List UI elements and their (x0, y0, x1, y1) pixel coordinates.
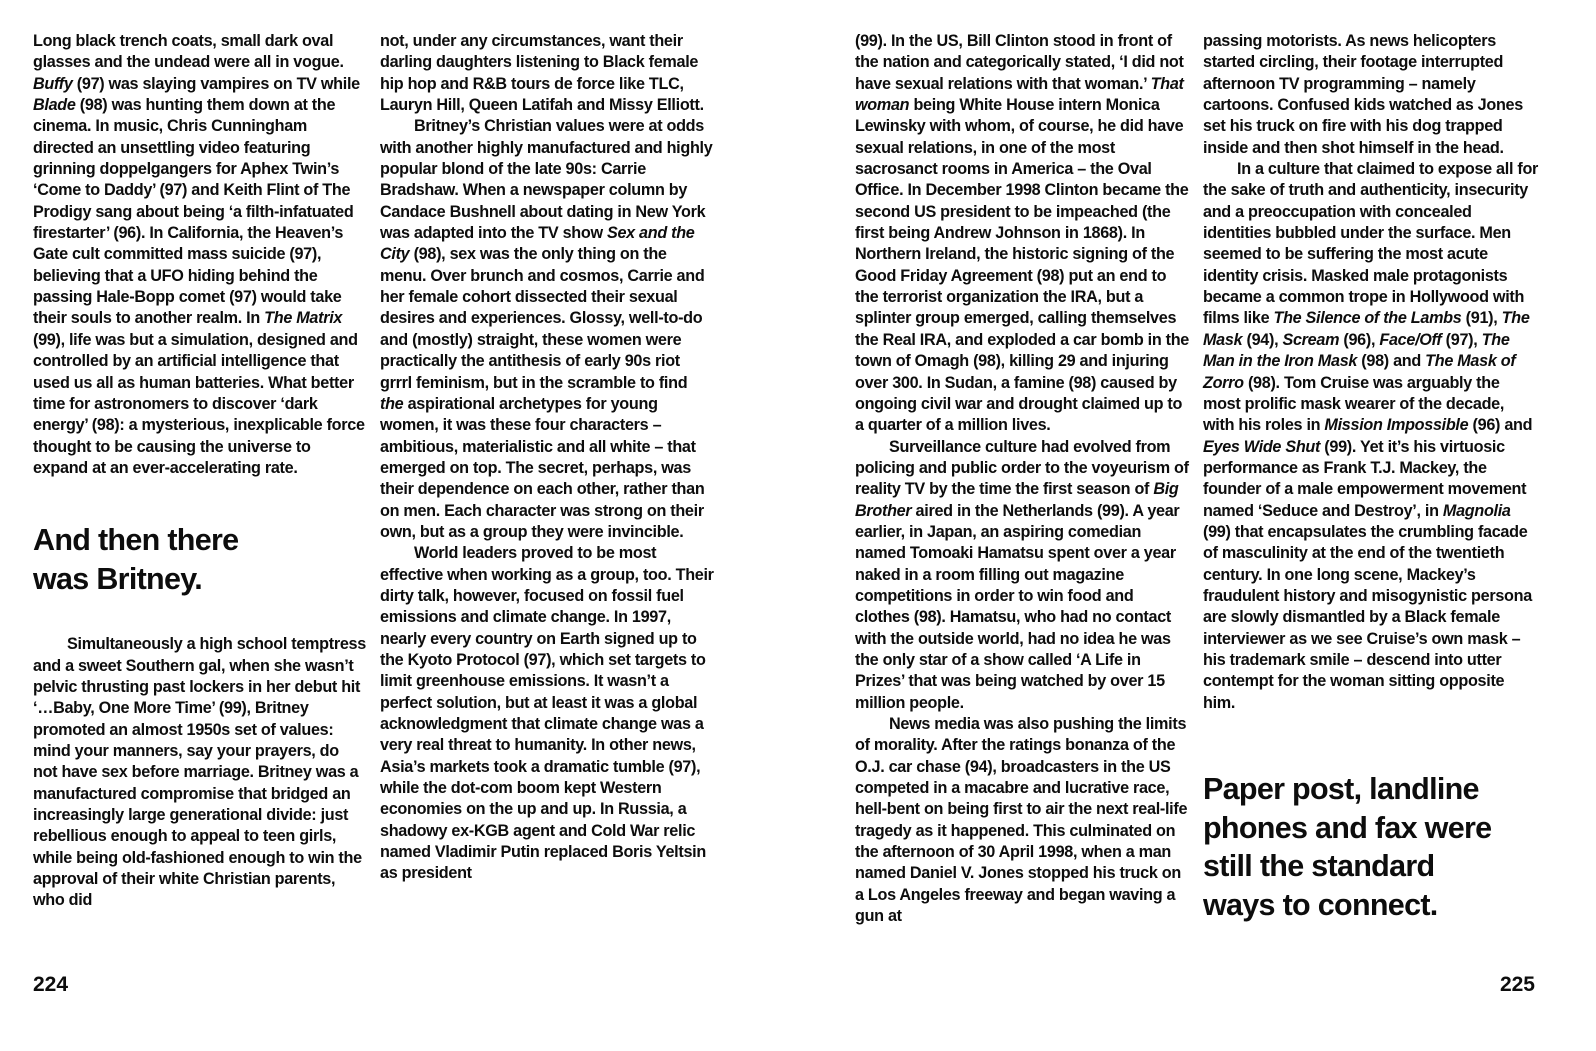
paragraph: Simultaneously a high school temptress and a sweet Southern gal, when she wasn’t pelvic thrusting past lockers in her debut hit ‘…Baby, One More Time’ (99), Britney promoted an almost 1950s set of values: mind your manners, say your prayers, do not have sex before marriage. Britney was a manufactured compromise that bridged an increasingly large generational divide: just rebellious enough to appeal to teen girls, while being old-fashioned enough to win the approval of their white Christian parents, who did (33, 635, 366, 910)
section-heading-paper-post: Paper post, landline phones and fax were still the standard ways to connect. (1203, 772, 1492, 922)
page-number-left: 224 (33, 973, 69, 996)
page-224-column-2 (380, 31, 714, 885)
page-224-column-1 (33, 31, 367, 912)
page-225-column-1 (855, 31, 1191, 927)
paragraph: World leaders proved to be most effective when working as a group, too. Their dirty talk, however, focused on fossil fuel emissions and climate change. In 1997, nearly every country on Earth signed up to the Kyoto Protocol (97), which set targets to limit greenhouse emissions. It wasn’t a perfect solution, but at least it was a global acknowledgment that climate change was a very real threat to humanity. In other news, Asia’s markets took a dramatic tumble (97), while the dot-com boom kept Western economies on the up and up. In Russia, a shadowy ex-KGB agent and Cold War relic named Vladimir Putin replaced Boris Yeltsin as president (380, 544, 714, 883)
section-heading-britney: And then there was Britney. (33, 523, 239, 596)
paragraph: Surveillance culture had evolved from policing and public order to the voyeurism of reality TV by the time the first season of Big Brother aired in the Netherlands (99). A year earlier, in Japan, an aspiring comedian named Tomoaki Hamatsu spent over a year naked in a room filling out magazine competitions in order to win food and clothes (98). Hamatsu, who had no contact with the outside world, had no idea he was the only star of a show called ‘A Life in Prizes’ that was being watched by over 15 million people. (855, 437, 1189, 712)
paragraph: In a culture that claimed to expose all for the sake of truth and authenticity, insecurity and a preoccupation with concealed identities bubbled under the surface. Men seemed to be suffering the most acute identity crisis. Masked male protagonists became a common trope in Hollywood with films like The Silence of the Lambs (91), The Mask (94), Scream (96), Face/Off (97), The Man in the Iron Mask (98) and The Mask of Zorro (98). Tom Cruise was arguably the most prolific mask wearer of the decade, with his roles in Mission Impossible (96) and Eyes Wide Shut (99). Yet it’s his virtuosic performance as Frank T.J. Mackey, the founder of a male empowerment movement named ‘Seduce and Destroy’, in Magnolia (99) that encapsulates the crumbling facade of masculinity at the end of the twentieth century. In one long scene, Mackey’s fraudulent history and misogynistic persona are slowly dismantled by a Black female interviewer as we see Cruise’s own mask – his trademark smile – descend into utter contempt for the woman sitting opposite him. (1203, 160, 1539, 712)
paragraph: Britney’s Christian values were at odds with another highly manufactured and highly popular blond of the late 90s: Carrie Bradshaw. When a newspaper column by Candace Bushnell about dating in New York was adapted into the TV show Sex and the City (98), sex was the only thing on the menu. Over brunch and cosmos, Carrie and her female cohort dissected their sexual desires and experiences. Glossy, well-to-do and (mostly) straight, these women were practically the antithesis of early 90s riot grrrl feminism, but in the scramble to find the aspirational archetypes for young women, it was these four characters – ambitious, materialistic and all white – that emerged on top. The secret, perhaps, was their dependence on each other, rather than on men. Each character was strong on their own, but as a group they were invincible. (380, 117, 713, 541)
page-225-column-2 (1203, 31, 1539, 924)
paragraph: (99). In the US, Bill Clinton stood in front of the nation and categorically stated, ‘I did not have sexual relations with that woman.’ That woman being White House intern Monica Lewinsky with whom, of course, he did have sexual relations, in one of the most sacrosanct rooms in America – the Oval Office. In December 1998 Clinton became the second US president to be impeached (the first being Andrew Johnson in 1868). In Northern Ireland, the historic signing of the Good Friday Agreement (98) put an end to the terrorist organization the IRA, but a splinter group emerged, calling themselves the Real IRA, and exploded a car bomb in the town of Omagh (98), killing 29 and injuring over 300. In Sudan, a famine (98) caused by ongoing civil war and drought claimed up to a quarter of a million lives. (855, 32, 1189, 435)
paragraph: News media was also pushing the limits of morality. After the ratings bonanza of the O.J. car chase (94), broadcasters in the US competed in a macabre and lucrative race, hell-bent on being first to air the next real-life tragedy as it happened. This culminated on the afternoon of 30 April 1998, when a man named Daniel V. Jones stopped his truck on a Los Angeles freeway and began waving a gun at (855, 715, 1188, 926)
page-number-right: 225 (1499, 973, 1535, 996)
paragraph: Long black trench coats, small dark oval glasses and the undead were all in vogue. Buffy (97) was slaying vampires on TV while Blade (98) was hunting them down at the cinema. In music, Chris Cunningham directed an unsettling video featuring grinning doppelgangers for Aphex Twin’s ‘Come to Daddy’ (97) and Keith Flint of The Prodigy sang about being ‘a filth-infatuated firestarter’ (96). In California, the Heaven’s Gate cult committed mass suicide (97), believing that a UFO hiding behind the passing Hale-Bopp comet (97) would take their souls to another realm. In The Matrix (99), life was but a simulation, designed and controlled by an artificial intelligence that used us all as human batteries. What better time for astronomers to discover ‘dark energy’ (98): a mysterious, inexplicable force thought to be causing the universe to expand at an ever-accelerating rate. (33, 32, 365, 477)
paragraph: not, under any circumstances, want their darling daughters listening to Black female hip hop and R&B tours de force like TLC, Lauryn Hill, Queen Latifah and Missy Elliott. (380, 32, 704, 115)
paragraph: passing motorists. As news helicopters started circling, their footage interrupted afternoon TV programming – namely cartoons. Confused kids watched as Jones set his truck on fire with his dog trapped inside and then shot himself in the head. (1203, 32, 1523, 157)
